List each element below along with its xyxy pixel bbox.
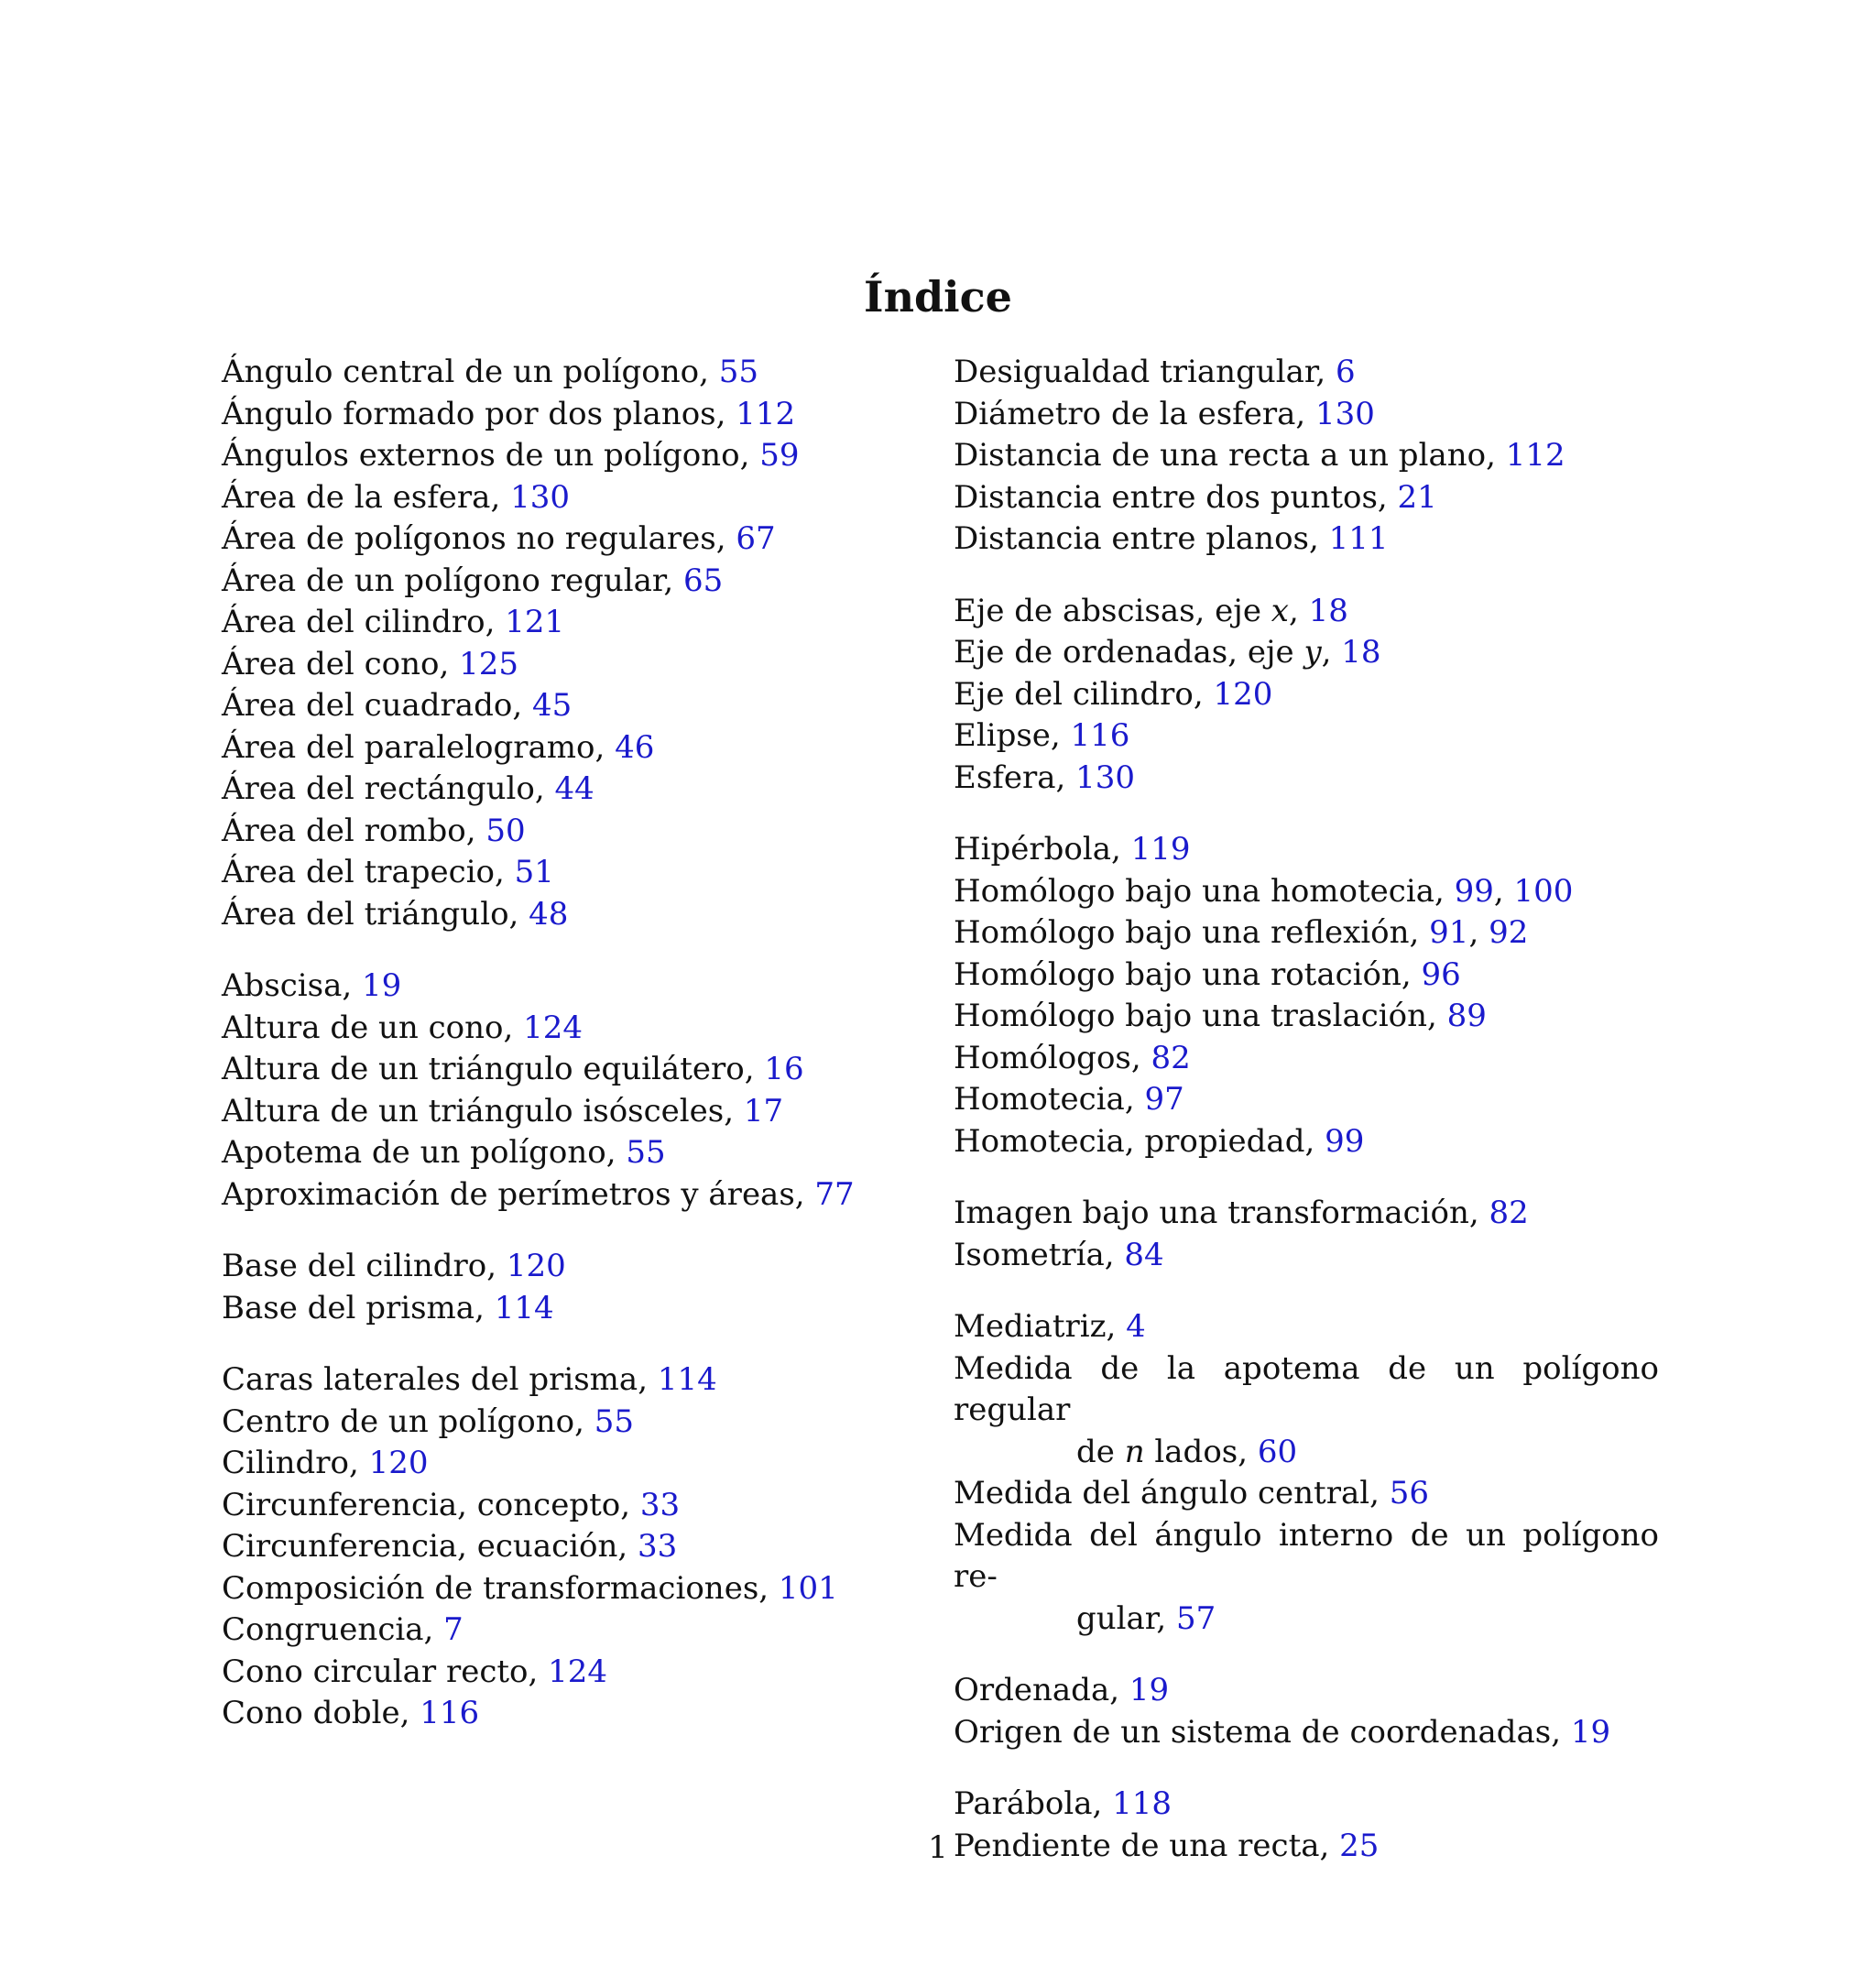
index-term: Área del paralelogramo bbox=[222, 728, 595, 766]
index-term: Área de la esfera bbox=[222, 478, 491, 516]
page-link[interactable]: 51 bbox=[514, 854, 554, 890]
page-link[interactable]: 50 bbox=[485, 812, 526, 849]
page-link[interactable]: 48 bbox=[529, 895, 569, 933]
page-link[interactable]: 99 bbox=[1325, 1122, 1365, 1160]
index-entry: Eje del cilindro, 120 bbox=[954, 675, 1273, 713]
page-link[interactable]: 97 bbox=[1144, 1081, 1184, 1118]
index-entry: Isometría, 84 bbox=[954, 1236, 1164, 1273]
index-entry: Área del rectángulo, 44 bbox=[222, 770, 594, 807]
index-entry: Mediatriz, 4 bbox=[954, 1308, 1146, 1345]
index-entry: Circunferencia, concepto, 33 bbox=[222, 1486, 681, 1523]
index-entry: Área del paralelogramo, 46 bbox=[222, 728, 655, 766]
index-term: Homólogo bajo una reflexión bbox=[954, 914, 1410, 951]
index-term-continuation-text: lados bbox=[1144, 1433, 1238, 1470]
index-group bbox=[954, 352, 1659, 561]
index-group bbox=[954, 591, 1659, 800]
page-link[interactable]: 46 bbox=[615, 728, 655, 766]
index-term: Distancia de una recta a un plano bbox=[954, 437, 1487, 474]
index-term: Ángulo central de un polígono bbox=[222, 354, 700, 390]
index-entry: Homólogos, 82 bbox=[954, 1039, 1191, 1076]
index-term: Ángulos externos de un polígono bbox=[222, 437, 740, 474]
page-link[interactable]: 118 bbox=[1112, 1785, 1172, 1822]
index-entry: Caras laterales del prisma, 114 bbox=[222, 1361, 717, 1398]
index-term: Ordenada bbox=[954, 1672, 1110, 1708]
index-entry: Ángulos externos de un polígono, 59 bbox=[222, 437, 800, 474]
index-term: Área del trapecio bbox=[222, 854, 496, 890]
index-entry: Base del cilindro, 120 bbox=[222, 1248, 566, 1284]
page-link[interactable]: 19 bbox=[362, 967, 402, 1004]
index-term: Apotema de un polígono bbox=[222, 1134, 606, 1171]
page-link[interactable]: 121 bbox=[505, 604, 565, 640]
page-link[interactable]: 60 bbox=[1257, 1433, 1298, 1470]
index-term: Centro de un polígono bbox=[222, 1402, 575, 1440]
index-entry: Homólogo bajo una homotecia, 99, 100 bbox=[954, 872, 1574, 910]
index-term: Medida del ángulo interno de un polígono re- bbox=[954, 1516, 1659, 1595]
index-entry: Área del triángulo, 48 bbox=[222, 895, 569, 933]
page-link[interactable]: 21 bbox=[1397, 478, 1437, 516]
page-link[interactable]: 55 bbox=[594, 1402, 634, 1440]
index-entry: Altura de un triángulo isósceles, 17 bbox=[222, 1092, 784, 1129]
index-entry: Imagen bajo una transformación, 82 bbox=[954, 1195, 1529, 1231]
index-entry: Área del cono, 125 bbox=[222, 645, 518, 682]
page-link[interactable]: 19 bbox=[1570, 1713, 1611, 1751]
index-term: Pendiente de una recta bbox=[954, 1827, 1320, 1864]
index-group bbox=[222, 1246, 863, 1329]
index-entry: Desigualdad triangular, 6 bbox=[954, 354, 1356, 390]
index-entry: Altura de un triángulo equilátero, 16 bbox=[222, 1051, 804, 1087]
index-entry: Esfera, 130 bbox=[954, 758, 1136, 796]
page-link[interactable]: 116 bbox=[420, 1695, 480, 1731]
index-entry: Ángulo formado por dos planos, 112 bbox=[222, 395, 796, 432]
index-term: Aproximación de perímetros y áreas bbox=[222, 1175, 795, 1213]
index-variable: n bbox=[1124, 1433, 1145, 1470]
index-entry: Cono doble, 116 bbox=[222, 1695, 480, 1731]
page-link[interactable]: 111 bbox=[1328, 520, 1389, 557]
page-link[interactable]: 7 bbox=[443, 1611, 464, 1648]
index-entry: Cilindro, 120 bbox=[222, 1445, 429, 1481]
index-entry: Circunferencia, ecuación, 33 bbox=[222, 1528, 678, 1565]
page-link[interactable]: 82 bbox=[1489, 1195, 1529, 1231]
index-variable: y bbox=[1303, 634, 1322, 671]
index-term: Circunferencia, concepto bbox=[222, 1486, 621, 1523]
page-link[interactable]: 55 bbox=[626, 1134, 666, 1171]
index-entry bbox=[954, 1348, 1659, 1474]
index-term: Altura de un triángulo equilátero bbox=[222, 1051, 745, 1087]
page-link[interactable]: 112 bbox=[736, 395, 796, 432]
index-entry: Composición de transformaciones, 101 bbox=[222, 1569, 838, 1607]
index-term: Ángulo formado por dos planos bbox=[222, 395, 716, 432]
page-link[interactable]: 130 bbox=[1315, 395, 1375, 432]
page-link[interactable]: 119 bbox=[1130, 831, 1191, 868]
index-term: Abscisa bbox=[222, 967, 343, 1004]
index-term: Medida del ángulo central bbox=[954, 1475, 1370, 1511]
page-link[interactable]: 100 bbox=[1513, 872, 1574, 910]
index-entry: Parábola, 118 bbox=[954, 1785, 1172, 1822]
index-entry: Apotema de un polígono, 55 bbox=[222, 1134, 666, 1171]
page-link[interactable]: 120 bbox=[368, 1445, 429, 1481]
page-link[interactable]: 45 bbox=[531, 687, 573, 724]
page-link[interactable]: 16 bbox=[764, 1051, 804, 1087]
index-entry: Distancia entre dos puntos, 21 bbox=[954, 478, 1437, 516]
index-term: Eje de abscisas, eje bbox=[954, 592, 1271, 629]
index-term: Homotecia bbox=[954, 1081, 1125, 1118]
index-term: Área del cuadrado bbox=[222, 687, 513, 724]
index-entry: Homotecia, 97 bbox=[954, 1081, 1184, 1118]
index-term: Homotecia, propiedad bbox=[954, 1122, 1305, 1160]
index-term: Isometría bbox=[954, 1236, 1105, 1273]
page-link[interactable]: 19 bbox=[1129, 1672, 1170, 1708]
index-term: Homólogos bbox=[954, 1039, 1131, 1076]
index-group bbox=[222, 966, 863, 1216]
index-entry: Hipérbola, 119 bbox=[954, 831, 1191, 868]
page-link[interactable]: 55 bbox=[718, 354, 758, 390]
page-link[interactable]: 18 bbox=[1308, 592, 1348, 629]
page-number: 1 bbox=[928, 1829, 948, 1866]
index-term: Área del rombo bbox=[222, 812, 466, 849]
page-link[interactable]: 112 bbox=[1505, 437, 1565, 474]
index-term: Origen de un sistema de coordenadas bbox=[954, 1713, 1552, 1751]
page-link[interactable]: 6 bbox=[1336, 354, 1356, 390]
index-group bbox=[222, 1359, 863, 1735]
index-entry: Centro de un polígono, 55 bbox=[222, 1402, 634, 1440]
index-entry: Ordenada, 19 bbox=[954, 1672, 1170, 1708]
index-entry: Diámetro de la esfera, 130 bbox=[954, 395, 1375, 432]
index-term: Mediatriz bbox=[954, 1308, 1107, 1345]
index-term: Esfera bbox=[954, 758, 1056, 796]
index-entry: Área de polígonos no regulares, 67 bbox=[222, 520, 776, 557]
index-group bbox=[222, 352, 863, 935]
index-term: Eje del cilindro bbox=[954, 675, 1194, 713]
index-entry: Área de un polígono regular, 65 bbox=[222, 562, 724, 599]
index-term-continuation-text: gular bbox=[1076, 1599, 1157, 1637]
page-link[interactable]: 124 bbox=[523, 1009, 584, 1046]
index-term: Eje de ordenadas, eje bbox=[954, 634, 1304, 671]
index-term: Imagen bajo una transformación bbox=[954, 1195, 1469, 1231]
page-link[interactable]: 124 bbox=[548, 1653, 608, 1690]
page-link[interactable]: 120 bbox=[506, 1248, 566, 1284]
page-link[interactable]: 33 bbox=[639, 1486, 681, 1523]
index-term: Diámetro de la esfera bbox=[954, 395, 1296, 432]
index-term: Altura de un triángulo isósceles bbox=[222, 1092, 725, 1129]
index-term: Distancia entre planos bbox=[954, 520, 1309, 557]
index-entry: Eje de ordenadas, eje y, 18 bbox=[954, 634, 1381, 671]
index-term: Caras laterales del prisma bbox=[222, 1361, 638, 1398]
index-term: Área del cilindro bbox=[222, 604, 485, 640]
index-entry: Ángulo central de un polígono, 55 bbox=[222, 354, 758, 390]
page-link[interactable]: 82 bbox=[1151, 1039, 1191, 1076]
index-entry: Congruencia, 7 bbox=[222, 1611, 464, 1648]
index-entry bbox=[954, 1515, 1659, 1641]
index-entry: Área del rombo, 50 bbox=[222, 812, 526, 849]
index-entry: Aproximación de perímetros y áreas, 77 bbox=[222, 1175, 855, 1213]
index-term: Cilindro bbox=[222, 1445, 350, 1481]
index-entry: Área del trapecio, 51 bbox=[222, 854, 554, 890]
index-entry: Cono circular recto, 124 bbox=[222, 1653, 608, 1690]
index-term: Área del rectángulo bbox=[222, 770, 535, 807]
page-link[interactable]: 120 bbox=[1213, 675, 1273, 713]
page-link[interactable]: 44 bbox=[554, 770, 594, 807]
page-link[interactable]: 125 bbox=[459, 645, 518, 682]
index-entry: Homotecia, propiedad, 99 bbox=[954, 1122, 1365, 1160]
index-entry: Área de la esfera, 130 bbox=[222, 478, 570, 516]
index-term: Congruencia bbox=[222, 1611, 424, 1648]
index-entry: Distancia de una recta a un plano, 112 bbox=[954, 437, 1565, 474]
index-entry: Pendiente de una recta, 25 bbox=[954, 1827, 1380, 1864]
index-entry: Homólogo bajo una traslación, 89 bbox=[954, 998, 1487, 1034]
index-term: Homólogo bajo una traslación bbox=[954, 998, 1428, 1034]
page-link[interactable]: 33 bbox=[638, 1528, 678, 1565]
page-link[interactable]: 130 bbox=[1075, 758, 1136, 796]
page-link[interactable]: 77 bbox=[814, 1175, 855, 1213]
index-entry: Medida del ángulo central, 56 bbox=[954, 1475, 1429, 1511]
page-link[interactable]: 114 bbox=[494, 1289, 554, 1326]
page-link[interactable]: 25 bbox=[1339, 1827, 1380, 1864]
page-link[interactable]: 18 bbox=[1341, 634, 1381, 671]
page-link[interactable]: 4 bbox=[1126, 1308, 1146, 1345]
index-entry: Elipse, 116 bbox=[954, 717, 1130, 754]
index-term: Composición de transformaciones bbox=[222, 1569, 759, 1607]
index-entry: Altura de un cono, 124 bbox=[222, 1009, 584, 1046]
page-link[interactable]: 99 bbox=[1454, 872, 1494, 910]
page-link[interactable]: 91 bbox=[1429, 914, 1469, 951]
index-term: Área del triángulo bbox=[222, 895, 509, 933]
page-link[interactable]: 17 bbox=[743, 1092, 784, 1129]
index-column-right bbox=[954, 352, 1659, 1897]
index-entry: Área del cilindro, 121 bbox=[222, 604, 565, 640]
index-term: Medida de la apotema de un polígono regular bbox=[954, 1349, 1659, 1428]
index-group bbox=[954, 1306, 1659, 1640]
index-term: Desigualdad triangular bbox=[954, 354, 1316, 390]
index-group bbox=[954, 829, 1659, 1162]
index-entry: Homólogo bajo una rotación, 96 bbox=[954, 955, 1461, 993]
index-term: Altura de un cono bbox=[222, 1009, 504, 1046]
page-link[interactable]: 67 bbox=[736, 520, 776, 557]
index-entry: Origen de un sistema de coordenadas, 19 bbox=[954, 1713, 1611, 1751]
index-term: Hipérbola bbox=[954, 831, 1112, 868]
page-link[interactable]: 96 bbox=[1421, 955, 1461, 993]
index-term-continuation-text: de bbox=[1076, 1433, 1125, 1470]
index-group bbox=[954, 1670, 1659, 1753]
index-term: Circunferencia, ecuación bbox=[222, 1528, 618, 1565]
page-link[interactable]: 116 bbox=[1070, 717, 1130, 754]
index-column-left bbox=[222, 352, 863, 1765]
index-entry: Base del prisma, 114 bbox=[222, 1289, 554, 1326]
index-term: Distancia entre dos puntos bbox=[954, 478, 1378, 516]
page-link[interactable]: 84 bbox=[1124, 1236, 1164, 1273]
page-link[interactable]: 114 bbox=[657, 1361, 717, 1398]
page-link[interactable]: 130 bbox=[510, 478, 570, 516]
index-term: Cono circular recto bbox=[222, 1653, 529, 1690]
index-entry: Distancia entre planos, 111 bbox=[954, 520, 1389, 557]
page-link[interactable]: 89 bbox=[1446, 998, 1487, 1034]
page-link[interactable]: 101 bbox=[778, 1569, 838, 1607]
index-variable: x bbox=[1271, 592, 1289, 629]
index-group bbox=[954, 1193, 1659, 1276]
index-entry: Homólogo bajo una reflexión, 91, 92 bbox=[954, 914, 1529, 951]
index-entry: Área del cuadrado, 45 bbox=[222, 687, 573, 724]
page-link[interactable]: 59 bbox=[759, 437, 800, 474]
index-term: Área de polígonos no regulares bbox=[222, 520, 716, 557]
index-term: Parábola bbox=[954, 1785, 1093, 1822]
index-term: Elipse bbox=[954, 717, 1051, 754]
index-term-continuation: de n lados, 60 bbox=[1076, 1433, 1298, 1470]
index-term-continuation: gular, 57 bbox=[1076, 1599, 1216, 1637]
page-link[interactable]: 92 bbox=[1489, 914, 1529, 951]
index-term: Cono doble bbox=[222, 1695, 400, 1731]
index-term: Homólogo bajo una homotecia bbox=[954, 872, 1434, 910]
index-term: Homólogo bajo una rotación bbox=[954, 955, 1402, 993]
index-term: Base del cilindro bbox=[222, 1248, 487, 1284]
page-link[interactable]: 57 bbox=[1175, 1599, 1216, 1637]
index-term: Área de un polígono regular bbox=[222, 562, 664, 599]
index-term: Área del cono bbox=[222, 645, 440, 682]
page-link[interactable]: 56 bbox=[1389, 1475, 1429, 1511]
page-link[interactable]: 65 bbox=[683, 562, 724, 599]
index-term: Base del prisma bbox=[222, 1289, 475, 1326]
index-entry: Eje de abscisas, eje x, 18 bbox=[954, 592, 1348, 629]
index-title: Índice bbox=[864, 272, 1012, 322]
index-entry: Abscisa, 19 bbox=[222, 967, 402, 1004]
